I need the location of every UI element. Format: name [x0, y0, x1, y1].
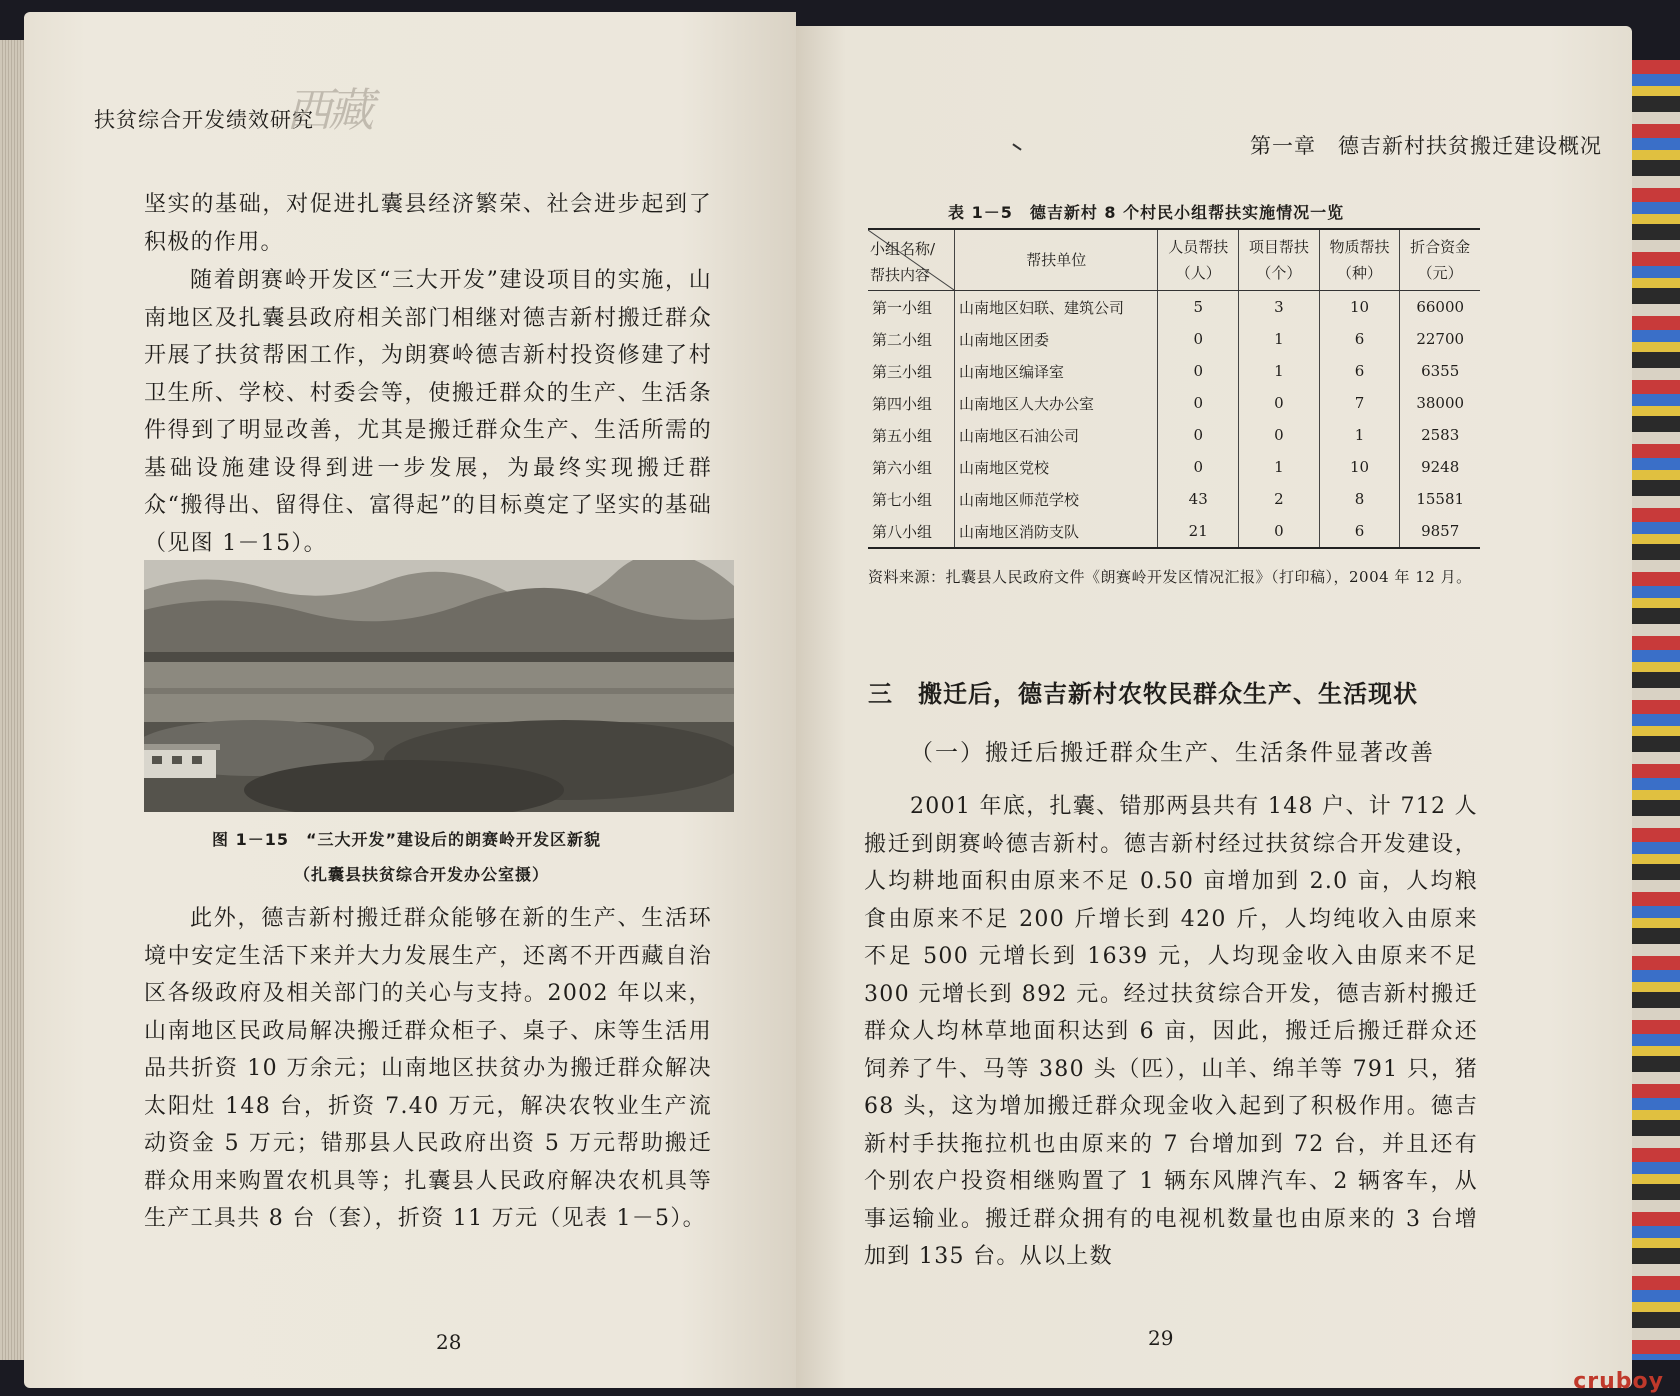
cell-material: 6: [1319, 323, 1400, 355]
paragraph-living-conditions: 2001 年底，扎囊、错那两县共有 148 户、计 712 人搬迁到朗赛岭德吉新村。德吉新村经过扶贫综合开发建设，人均耕地面积由原来不足 0.50 亩增加到 2.0 亩，人均粮食由原来不足 200 斤增长到 420 斤，人均纯收入由原来不足 500 元增长到 1639 元，人均现金收入由原来不足 300 元增长到 892 元。经过扶贫综合开发，德吉新村搬迁群众人均林草地面积达到 6 亩，因此，搬迁后搬迁群众还饲养了牛、马等 380 头（匹），山羊、绵羊等 791 只，猪 68 头，这为增加搬迁群众现金收入起到了积极作用。德吉新村手扶拖拉机也由原来的 7 台增加到 72 台，并且还有个别农户投资相继购置了 1 辆东风牌汽车、2 辆客车，从事运输业。搬迁群众拥有的电视机数量也由原来的 3 台增加到 135 台。从以上数: [864, 794, 1478, 1269]
header-material-label: 物质帮扶: [1329, 238, 1390, 256]
right-cover-edge: [1632, 60, 1680, 1360]
header-project-label: 项目帮扶: [1248, 238, 1309, 256]
cell-unit: 山南地区团委: [955, 323, 1158, 355]
header-group-name: 小组名称/: [870, 240, 936, 258]
cell-funds: 2583: [1400, 419, 1480, 451]
watermark: cruboy: [1573, 1369, 1664, 1394]
header-people: [1158, 229, 1239, 291]
right-running-head: 第一章 德吉新村扶贫搬迁建设概况: [1250, 134, 1602, 158]
table-body: [868, 291, 1480, 549]
cell-group: 第五小组: [872, 426, 933, 445]
village-aid-table: [868, 228, 1480, 549]
section-heading: 三 搬迁后，德吉新村农牧民群众生产、生活现状: [868, 680, 1418, 708]
table-row: [868, 291, 1480, 324]
cell-unit: 山南地区师范学校: [955, 483, 1158, 515]
cell-project: 2: [1239, 483, 1320, 515]
cell-material: 6: [1319, 515, 1400, 548]
cell-people: 21: [1158, 515, 1239, 548]
cell-people: 5: [1158, 291, 1239, 324]
header-funds-label: 折合资金: [1410, 238, 1471, 256]
cell-unit: 山南地区石油公司: [955, 419, 1158, 451]
cell-material: 1: [1319, 419, 1400, 451]
cell-unit: 山南地区党校: [955, 451, 1158, 483]
figure-caption-credit: （扎囊县扶贫综合开发办公室摄）: [294, 865, 550, 884]
table-source-note: 资料来源：扎囊县人民政府文件《朗赛岭开发区情况汇报》（打印稿），2004 年 12 月。: [868, 568, 1472, 586]
table-title: 表 1－5 德吉新村 8 个村民小组帮扶实施情况一览: [948, 203, 1345, 222]
cell-material: 10: [1319, 291, 1400, 324]
header-funds: [1400, 229, 1480, 291]
cell-group: 第四小组: [872, 394, 933, 413]
cell-funds: 9857: [1400, 515, 1480, 548]
table-row: [868, 515, 1480, 548]
cell-people: 43: [1158, 483, 1239, 515]
header-funds-unit: （元）: [1417, 264, 1463, 282]
header-aid-content: 帮扶内容: [870, 266, 931, 284]
cell-funds: 22700: [1400, 323, 1480, 355]
table-header-row: [868, 229, 1480, 291]
cell-people: 0: [1158, 387, 1239, 419]
cell-material: 10: [1319, 451, 1400, 483]
cell-project: 3: [1239, 291, 1320, 324]
cell-project: 0: [1239, 387, 1320, 419]
paragraph-foundation: 坚实的基础，对促进扎囊县经济繁荣、社会进步起到了积极的作用。: [144, 192, 712, 255]
table-row: [868, 419, 1480, 451]
header-people-unit: （人）: [1175, 264, 1221, 282]
cell-group: 第一小组: [872, 298, 933, 317]
cell-project: 1: [1239, 355, 1320, 387]
left-page: [24, 12, 796, 1388]
paragraph-government-support: 此外，德吉新村搬迁群众能够在新的生产、生活环境中安定生活下来并大力发展生产，还离不开西藏自治区各级政府及相关部门的关心与支持。2002 年以来，山南地区民政局解决搬迁群众柜子、桌子、床等生活用品共折资 10 万余元；山南地区扶贫办为搬迁群众解决太阳灶 148 台，折资 7.40 万元，解决农牧业生产流动资金 5 万元；错那县人民政府出资 5 万元帮助搬迁群众用来购置农机具等；扎囊县人民政府解决农机具等生产工具共 8 台（套），折资 11 万元（见表 1－5）。: [144, 906, 712, 1231]
cell-people: 0: [1158, 323, 1239, 355]
cell-people: 0: [1158, 419, 1239, 451]
cell-material: 6: [1319, 355, 1400, 387]
landscape-photo: [144, 560, 734, 812]
table-row: [868, 387, 1480, 419]
cell-group: 第二小组: [872, 330, 933, 349]
cell-unit: 山南地区人大办公室: [955, 387, 1158, 419]
table-row: [868, 451, 1480, 483]
cell-material: 8: [1319, 483, 1400, 515]
table-row: [868, 355, 1480, 387]
cell-people: 0: [1158, 451, 1239, 483]
figure-caption-title: 图 1－15 “三大开发”建设后的朗赛岭开发区新貌: [212, 830, 602, 849]
header-project-unit: （个）: [1256, 264, 1302, 282]
cell-funds: 38000: [1400, 387, 1480, 419]
cell-project: 1: [1239, 451, 1320, 483]
cell-funds: 9248: [1400, 451, 1480, 483]
left-running-head: 扶贫综合开发绩效研究: [94, 108, 314, 132]
left-page-number: 28: [436, 1330, 462, 1354]
right-page-number: 29: [1148, 1326, 1174, 1350]
header-project: [1239, 229, 1320, 291]
cell-project: 1: [1239, 323, 1320, 355]
header-unit: 帮扶单位: [955, 229, 1158, 291]
cell-project: 0: [1239, 419, 1320, 451]
table-row: [868, 483, 1480, 515]
cell-funds: 6355: [1400, 355, 1480, 387]
cell-group: 第三小组: [872, 362, 933, 381]
header-material-unit: （种）: [1337, 264, 1383, 282]
tibet-calligraphy-logo: 西藏: [286, 83, 370, 137]
cell-people: 0: [1158, 355, 1239, 387]
table-row: [868, 323, 1480, 355]
header-people-label: 人员帮扶: [1168, 238, 1229, 256]
landscape-photo-drawing: [144, 560, 734, 812]
cell-funds: 66000: [1400, 291, 1480, 324]
cell-unit: 山南地区编译室: [955, 355, 1158, 387]
cell-unit: 山南地区妇联、建筑公司: [955, 291, 1158, 324]
cell-material: 7: [1319, 387, 1400, 419]
cell-group: 第七小组: [872, 490, 933, 509]
cell-group: 第八小组: [872, 522, 933, 541]
sub-heading: （一）搬迁后搬迁群众生产、生活条件显著改善: [910, 740, 1435, 766]
header-material: [1319, 229, 1400, 291]
cell-unit: 山南地区消防支队: [955, 515, 1158, 548]
paragraph-development-projects: 随着朗赛岭开发区“三大开发”建设项目的实施，山南地区及扎囊县政府相关部门相继对德吉新村搬迁群众开展了扶贫帮困工作，为朗赛岭德吉新村投资修建了村卫生所、学校、村委会等，使搬迁群众的生产、生活条件得到了明显改善，尤其是搬迁群众生产、生活所需的基础设施建设得到进一步发展，为最终实现搬迁群众“搬得出、留得住、富得起”的目标奠定了坚实的基础（见图 1－15）。: [144, 268, 712, 556]
cell-project: 0: [1239, 515, 1320, 548]
diagonal-header-cell: [868, 229, 955, 291]
cell-funds: 15581: [1400, 483, 1480, 515]
print-mark: [1012, 143, 1021, 150]
cell-group: 第六小组: [872, 458, 933, 477]
